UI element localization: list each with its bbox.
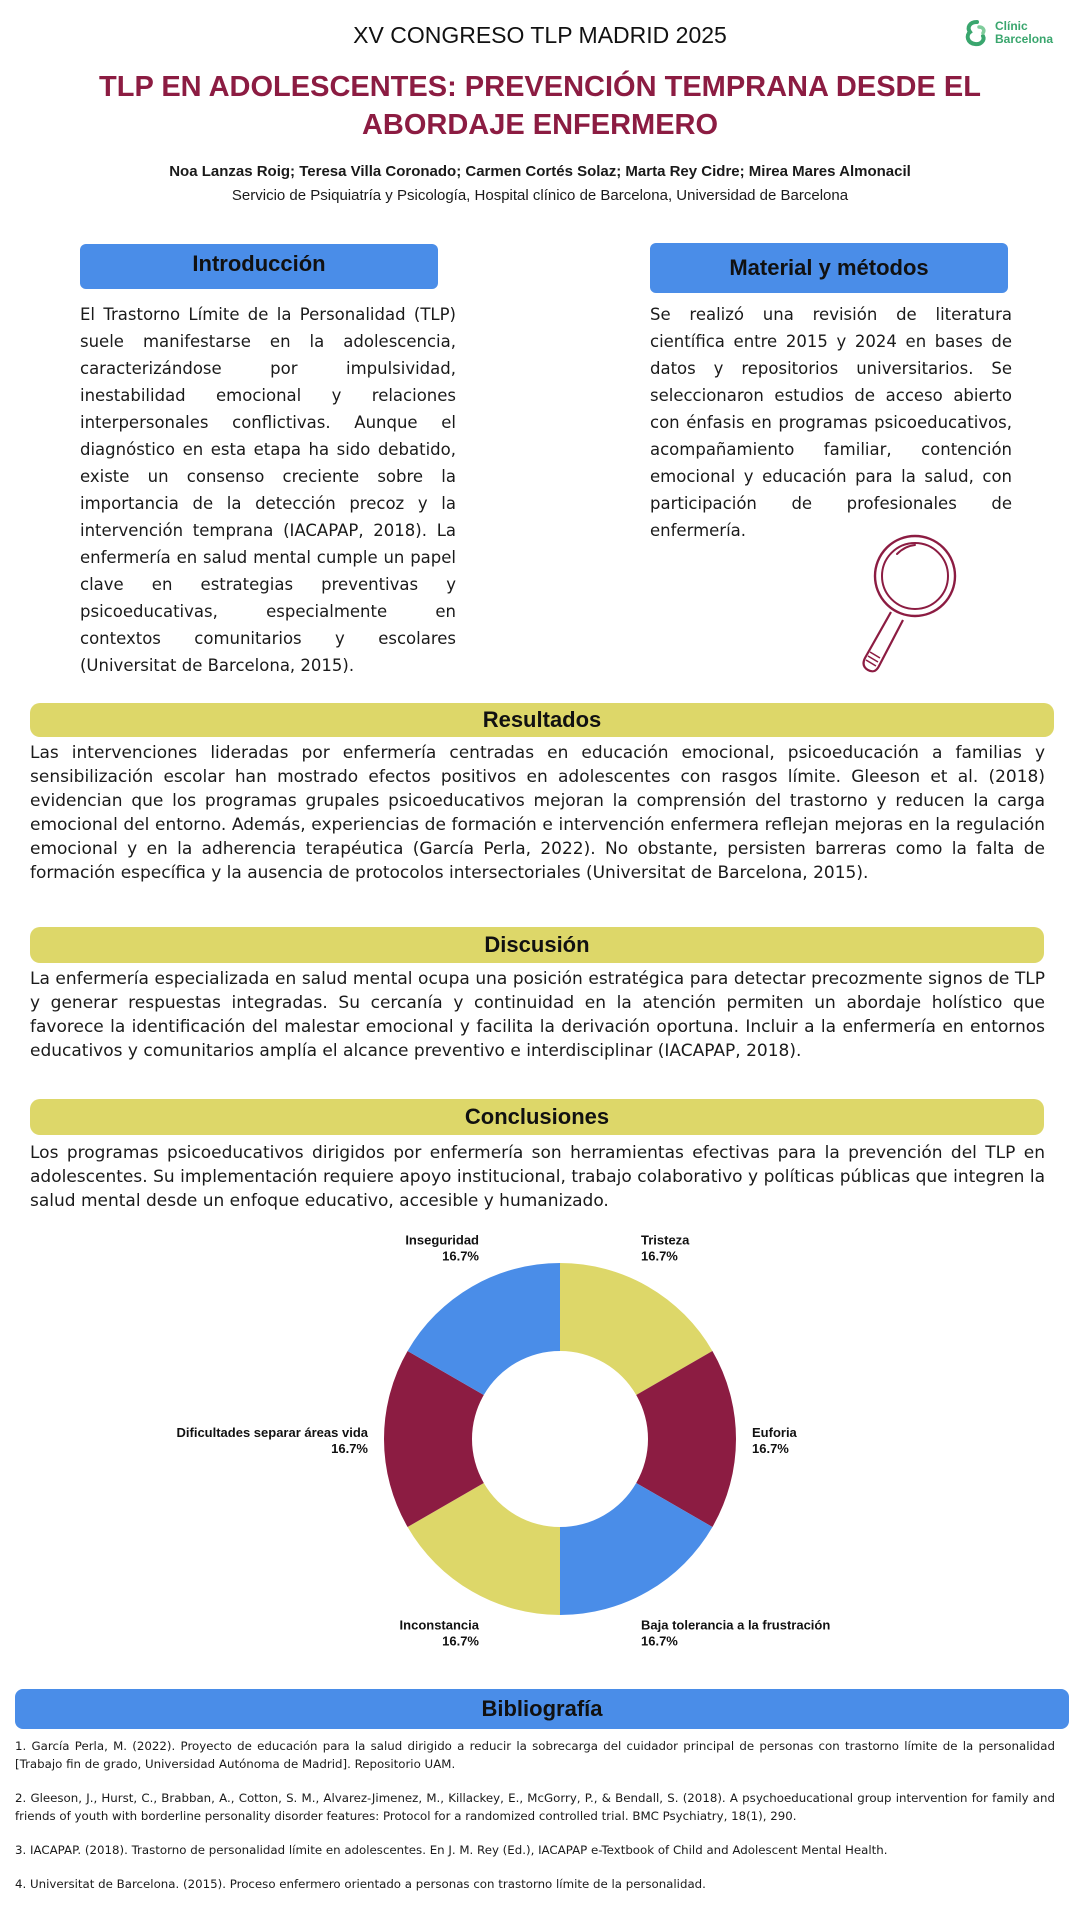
reference-item: 3. IACAPAP. (2018). Trastorno de personalidad límite en adolescentes. En J. M. Rey (Ed.), IACAPAP e-Textbook of Child and Adolescent Mental Health. (15, 1843, 888, 1857)
magnifying-glass-icon (845, 530, 970, 680)
slice-label: Euforia (752, 1425, 797, 1440)
results-text: Las intervenciones lideradas por enfermería centradas en educación emocional, psicoeducación a familias y sensibilización escolar han mostrado efectos positivos en adolescentes con rasgos límite. Gleeson et al. (2018) evidencian que los programas grupales psicoeducativos mejoran la comprensión del trastorno y reducen la carga emocional del entorno. Además, experiencias de formación e intervención enfermera reflejan mejoras en la regulación emocional y en la adherencia terapéutica (García Perla, 2022). No obstante, persisten barreras como la falta de formación específica y la ausencia de protocolos intersectoriales (Universitat de Barcelona, 2015). (30, 743, 1045, 883)
slice-label: Baja tolerancia a la frustración (641, 1617, 831, 1633)
slice-label: Dificultades separar áreas vida (176, 1425, 368, 1440)
results-heading: Resultados (30, 703, 1054, 737)
authors: Noa Lanzas Roig; Teresa Villa Coronado; Carmen Cortés Solaz; Marta Rey Cidre; Mirea Mares Almonacil (169, 163, 911, 180)
intro-heading: Introducción (80, 244, 438, 289)
donut-chart (150, 1225, 930, 1665)
slice-value-label: 16.7% (442, 1633, 479, 1649)
slice-label: Inseguridad (405, 1232, 479, 1248)
methods-heading: Material y métodos (650, 243, 1008, 293)
logo-line-2: Barcelona (995, 32, 1054, 46)
slice-label: Inconstancia (399, 1617, 479, 1633)
reference-item: 1. García Perla, M. (2022). Proyecto de educación para la salud dirigido a reducir la sobrecarga del cuidador principal de personas con trastorno límite de la personalidad [Trabajo fin de grado, Universidad Autónoma de Madrid]. Repositorio UAM. (15, 1739, 1055, 1771)
conclusions-text: Los programas psicoeducativos dirigidos por enfermería son herramientas efectivas para la prevención del TLP en adolescentes. Su implementación requiere apoyo institucional, trabajo colaborativo y políticas públicas que integren la salud mental desde un enfoque educativo, accesible y humanizado. (30, 1143, 1045, 1211)
logo-line-1: Clínic (995, 19, 1028, 33)
congress-title: XV CONGRESO TLP MADRID 2025 (353, 22, 727, 48)
clinic-barcelona-logo (963, 18, 1058, 54)
bibliography-heading: Bibliografía (15, 1689, 1069, 1729)
reference-item: 4. Universitat de Barcelona. (2015). Proceso enfermero orientado a personas con trastorno límite de la personalidad. (15, 1877, 706, 1891)
bibliography-list (15, 1737, 1055, 1909)
discussion-text: La enfermería especializada en salud mental ocupa una posición estratégica para detectar precozmente signos de TLP y generar respuestas integradas. Su cercanía y continuidad en la atención permiten un abordaje holístico que favorece la identificación del malestar emocional y facilita la derivación oportuna. Incluir a la enfermería en entornos educativos y comunitarios amplía el alcance preventivo e interdisciplinar (IACAPAP, 2018). (30, 969, 1045, 1061)
conclusions-heading: Conclusiones (30, 1099, 1044, 1135)
slice-value-label: 16.7% (641, 1633, 678, 1649)
discussion-heading: Discusión (30, 927, 1044, 963)
slice-value-label: 16.7% (442, 1248, 479, 1264)
intro-text: El Trastorno Límite de la Personalidad (TLP) suele manifestarse en la adolescencia, caracterizándose por impulsividad, inestabilidad emocional y relaciones interpersonales conflictivas. Aunque el diagnóstico en esta etapa ha sido debatido, existe un consenso creciente sobre la importancia de la detección precoz y la intervención temprana (IACAPAP, 2018). La enfermería en salud mental cumple un papel clave en estrategias preventivas y psicoeducativas, especialmente en contextos comunitarios y escolares (Universitat de Barcelona, 2015). (80, 305, 456, 675)
poster-title: TLP EN ADOLESCENTES: PREVENCIÓN TEMPRANA DESDE EL ABORDAJE ENFERMERO (99, 71, 981, 141)
clinic-logo-icon (963, 18, 991, 52)
slice-label: Tristeza (641, 1232, 690, 1248)
methods-text: Se realizó una revisión de literatura científica entre 2015 y 2024 en bases de datos y repositorios universitarios. Se seleccionaron estudios de acceso abierto con énfasis en programas psicoeducativos, acompañamiento familiar, contención emocional y educación para la salud, con participación de profesionales de enfermería. (650, 305, 1012, 540)
slice-value-label: 16.7% (641, 1248, 678, 1264)
logo-text (995, 20, 1053, 46)
slice-value-label: 16.7% (331, 1441, 368, 1456)
affiliation: Servicio de Psiquiatría y Psicología, Hospital clínico de Barcelona, Universidad de Barcelona (231, 187, 849, 204)
reference-item: 2. Gleeson, J., Hurst, C., Brabban, A., Cotton, S. M., Alvarez-Jimenez, M., Killackey, E., McGorry, P., & Bendall, S. (2018). A psychoeducational group intervention for family and friends of youth with borderline personality disorder features: Protocol for a randomized controlled trial. BMC Psychiatry, 18(1), 290. (15, 1791, 1055, 1823)
slice-value-label: 16.7% (752, 1441, 789, 1456)
